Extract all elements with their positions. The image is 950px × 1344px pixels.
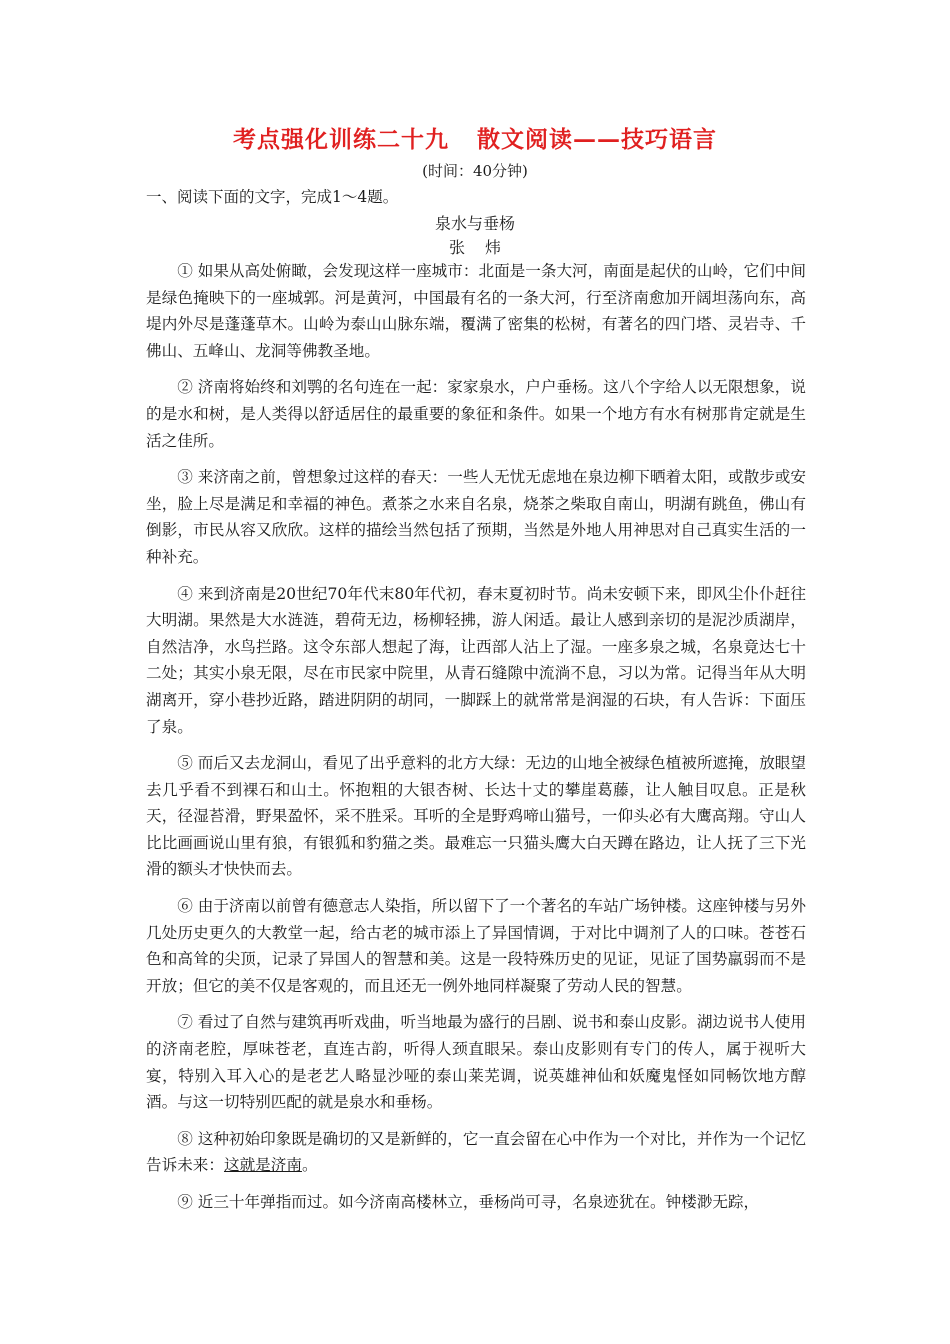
author-char-1: 张 (448, 238, 465, 257)
title-sub: 散文阅读——技巧语言 (477, 126, 717, 153)
essay-author (0, 235, 950, 258)
title-main: 考点强化训练二十九 (233, 126, 449, 153)
paragraph-9: ⑨ 近三十年弹指而过。如今济南高楼林立，垂杨尚可寻，名泉迹犹在。钟楼渺无踪， (177, 1193, 760, 1211)
question-instruction: 一、阅读下面的文字，完成1～4题。 (146, 188, 399, 206)
paragraph-5: ⑤ 而后又去龙洞山，看见了出乎意料的北方大绿：无边的山地全被绿色植被所遮掩，放眼望去几乎看不到裸石和山土。怀抱粗的大银杏树、长达十丈的攀崖葛藤，让人触目叹息。正是秋天，径湿苔滑，野果盈怀，采不胜采。耳听的全是野鸡啼山猫号，一仰头必有大鹰高翔。守山人比比画画说山里有狼，有银狐和豹猫之类。最难忘一只猫头鹰大白天蹲在路边，让人抚了三下光滑的额头才快快而去。 (146, 754, 806, 879)
essay-title: 泉水与垂杨 (434, 214, 515, 233)
paragraph-8-end: 。 (301, 1156, 318, 1175)
underlined-phrase: 这就是济南 (223, 1156, 302, 1175)
time-note: (时间：40分钟) (422, 162, 528, 180)
paragraph-4: ④ 来到济南是20世纪70年代末80年代初，春末夏初时节。尚未安顿下来，即风尘仆仆赶往大明湖。果然是大水涟涟，碧荷无边，杨柳轻拂，游人闲适。最让人感到亲切的是泥沙质湖岸，自然洁净，水鸟拦路。这令东部人想起了海，让西部人沾上了湿。一座多泉之城，名泉竟达七十二处；其实小泉无限，尽在市民家中院里，从青石缝隙中流淌不息，习以为常。记得当年从大明湖离开，穿小巷抄近路，踏进阴阴的胡同，一脚踩上的就常常是润湿的石块，有人告诉：下面压了泉。 (146, 584, 806, 736)
paragraph-6: ⑥ 由于济南以前曾有德意志人染指，所以留下了一个著名的车站广场钟楼。这座钟楼与另外几处历史更久的大教堂一起，给古老的城市添上了异国情调，于对比中调剂了人的口味。苍苍石色和高耸的尖顶，记录了异国人的智慧和美。这是一段特殊历史的见证，见证了国势羸弱而不是开放；但它的美不仅是客观的，而且还无一例外地同样凝聚了劳动人民的智慧。 (146, 897, 806, 995)
paragraph-3: ③ 来济南之前，曾想象过这样的春天：一些人无忧无虑地在泉边柳下晒着太阳，或散步或安坐，脸上尽是满足和幸福的神色。煮茶之水来自名泉，烧茶之柴取自南山，明湖有跳鱼，佛山有倒影，市民从容又欣欣。这样的描绘当然包括了预期，当然是外地人用神思对自己真实生活的一种补充。 (146, 468, 806, 566)
paragraph-8-text: ⑧ 这种初始印象既是确切的又是新鲜的，它一直会留在心中作为一个对比，并作为一个记忆告诉未来： (146, 1129, 806, 1175)
author-char-2: 炜 (485, 238, 502, 257)
paragraph-2: ② 济南将始终和刘鹗的名句连在一起：家家泉水，户户垂杨。这八个字给人以无限想象，说的是水和树，是人类得以舒适居住的最重要的象征和条件。如果一个地方有水有树那肯定就是生活之佳所。 (146, 378, 806, 450)
paragraph-1: ① 如果从高处俯瞰，会发现这样一座城市：北面是一条大河，南面是起伏的山岭，它们中间是绿色掩映下的一座城郭。河是黄河，中国最有名的一条大河，行至济南愈加开阔坦荡向东，高堤内外尽是蓬蓬草木。山岭为泰山山脉东端，覆满了密集的松树，有著名的四门塔、灵岩寺、千佛山、五峰山、龙洞等佛教圣地。 (146, 262, 806, 360)
paragraph-7: ⑦ 看过了自然与建筑再听戏曲，听当地最为盛行的吕剧、说书和泰山皮影。湖边说书人使用的济南老腔，厚味苍老，直连古韵，听得人颈直眼呆。泰山皮影则有专门的传人，属于视听大宴，特别入耳入心的是老艺人略显沙哑的泰山莱芜调，说英雄神仙和妖魔鬼怪如同畅饮地方醇酒。与这一切特别匹配的就是泉水和垂杨。 (146, 1013, 806, 1112)
document-title (0, 121, 950, 154)
paragraph-8 (146, 1126, 806, 1179)
essay-body (146, 258, 806, 1226)
